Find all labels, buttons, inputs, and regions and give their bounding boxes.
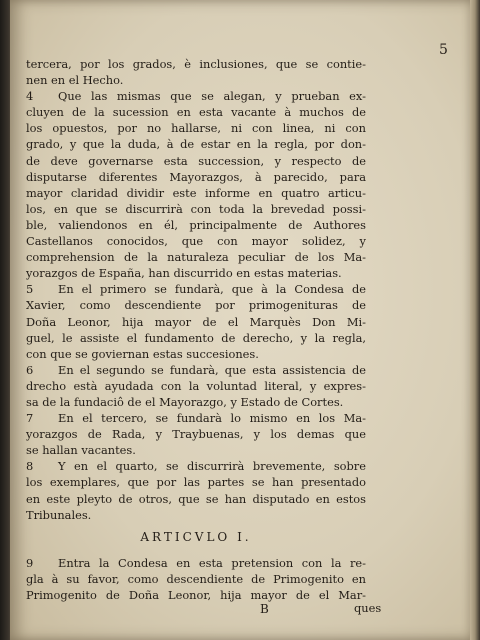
line-text: yorazgos de España, han discurrido en estas materias. [26, 266, 342, 281]
paragraph-number: 5 [26, 282, 34, 297]
gathering-signature: B [260, 602, 269, 616]
line-text: En el primero se fundarà, que à la Condesa de [58, 282, 366, 297]
text-line [26, 474, 366, 490]
text-line [26, 362, 366, 378]
page-number: 5 [439, 42, 448, 58]
line-text: Entra la Condesa en esta pretension con la re- [58, 555, 366, 570]
paragraph-number: 8 [26, 459, 34, 474]
line-text: Castellanos conocidos, que con mayor solidez, y [26, 234, 366, 249]
text-line [26, 104, 366, 120]
line-text: nen en el Hecho. [26, 73, 124, 88]
line-text: Xavier, como descendiente por primogenituras de [26, 298, 366, 313]
text-line [26, 153, 366, 169]
line-text: Primogenito de Doña Leonor, hija mayor de el Mar- [26, 588, 366, 602]
catchword: ques [354, 601, 382, 615]
text-line [26, 136, 366, 152]
text-line [26, 587, 366, 603]
text-line [26, 72, 366, 88]
line-text: drecho està ayudada con la voluntad literal, y expres- [26, 378, 366, 393]
text-line [26, 314, 366, 330]
paragraph-number: 6 [26, 362, 34, 377]
text-line [26, 346, 366, 362]
line-text: guel, le assiste el fundamento de derecho, y la regla, [26, 330, 366, 345]
text-line [26, 265, 366, 281]
line-text: cluyen de la sucession en esta vacante à muchos de [26, 105, 366, 120]
text-line [26, 281, 366, 297]
paragraphs-before-heading [26, 56, 366, 523]
article-heading: ARTICVLO I. [140, 529, 252, 544]
line-text: Tribunales. [26, 507, 92, 522]
text-line [26, 378, 366, 394]
paragraph-number: 4 [26, 89, 34, 104]
paragraph-number: 7 [26, 411, 34, 426]
text-line [26, 217, 366, 233]
text-line [26, 88, 366, 104]
text-line [26, 571, 366, 587]
text-line [26, 330, 366, 346]
page-edge [470, 0, 480, 640]
line-text: tercera, por los grados, è inclusiones, que se contie- [26, 57, 366, 71]
text-line [26, 120, 366, 136]
line-text: con que se goviernan estas succesiones. [26, 346, 259, 361]
line-text: los opuestos, por no hallarse, ni con linea, ni con [26, 121, 366, 136]
line-text: se hallan vacantes. [26, 443, 136, 458]
line-text: sa de la fundaciô de el Mayorazgo, y Estado de Cortes. [26, 394, 344, 409]
text-line [26, 394, 366, 410]
line-text: los, en que se discurrirà con toda la brevedad possi- [26, 201, 366, 216]
line-text: yorazgos de Rada, y Traybuenas, y los demas que [26, 427, 366, 442]
line-text: Y en el quarto, se discurrirà brevemente, sobre [58, 459, 366, 474]
line-text: de deve governarse esta succession, y respecto de [26, 153, 366, 168]
text-line [26, 201, 366, 217]
text-line [26, 297, 366, 313]
line-text: En el tercero, se fundarà lo mismo en los Ma- [58, 411, 366, 426]
text-line [26, 507, 366, 523]
line-text: mayor claridad dividir este informe en quatro articu- [26, 185, 366, 200]
line-text: Doña Leonor, hija mayor de el Marquès Don Mi- [26, 314, 366, 329]
text-line [26, 442, 366, 458]
line-text: en este pleyto de otros, que se han disputado en estos [26, 491, 366, 506]
line-text: los exemplares, que por las partes se han presentado [26, 475, 366, 490]
text-line [26, 555, 366, 571]
text-line [26, 458, 366, 474]
text-line [26, 233, 366, 249]
text-line [26, 249, 366, 265]
line-text: comprehension de la naturaleza peculiar de los Ma- [26, 250, 366, 265]
text-line [26, 185, 366, 201]
text-line [26, 491, 366, 507]
paragraphs-after-heading [26, 555, 366, 603]
line-text: Que las mismas que se alegan, y prueban ex- [58, 89, 366, 104]
line-text: ble, valiendonos en él, principalmente de Authores [26, 217, 366, 232]
text-line [26, 56, 366, 72]
line-text: disputarse diferentes Mayorazgos, à parecido, para [26, 169, 366, 184]
body-text [26, 56, 366, 603]
line-text: gla à su favor, como descendiente de Primogenito en [26, 571, 366, 586]
line-text: En el segundo se fundarà, que esta assistencia de [58, 362, 366, 377]
text-line [26, 169, 366, 185]
line-text: grado, y que la duda, à de estar en la regla, por don- [26, 137, 366, 152]
text-line [26, 426, 366, 442]
text-line [26, 410, 366, 426]
paragraph-number: 9 [26, 555, 34, 570]
